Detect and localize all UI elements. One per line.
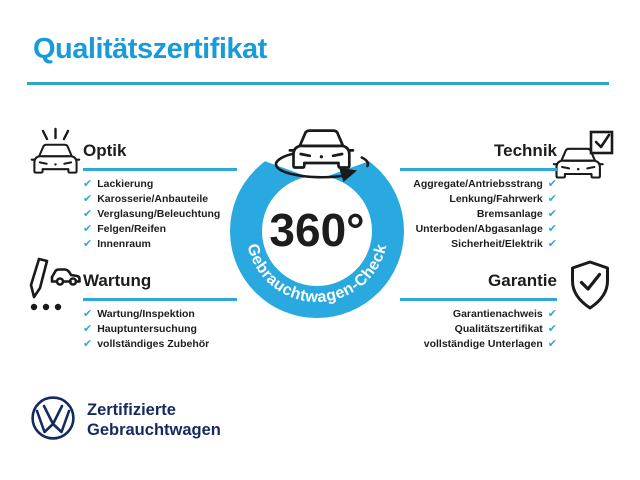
- 360-check-badge: [227, 122, 413, 326]
- checklist-item-label: Unterboden/Abgasanlage: [415, 223, 543, 235]
- check-icon: ✔: [83, 238, 93, 250]
- checklist-item: [83, 239, 237, 250]
- check-icon: ✔: [83, 178, 93, 190]
- checklist-item: [400, 224, 557, 235]
- checklist-item-label: Qualitätszertifikat: [454, 323, 543, 335]
- check-icon: ✔: [547, 338, 557, 350]
- checklist-item-label: Bremsanlage: [476, 208, 543, 220]
- check-icon: ✔: [547, 193, 557, 205]
- section-wartung: [83, 270, 237, 350]
- check-icon: ✔: [547, 238, 557, 250]
- checklist-item: [83, 209, 237, 220]
- checklist-item-label: Innenraum: [97, 238, 151, 250]
- car-checkbox-icon: [553, 129, 617, 185]
- check-icon: ✔: [547, 178, 557, 190]
- check-icon: ✔: [83, 323, 93, 335]
- section-optik: [83, 140, 237, 250]
- shield-check-icon: [567, 259, 613, 313]
- checklist-item: [83, 324, 237, 335]
- checklist-item-label: Wartung/Inspektion: [97, 308, 195, 320]
- check-icon: ✔: [547, 323, 557, 335]
- badge-ring-label: Gebrauchtwagen-Check: [243, 241, 391, 307]
- checklist-item-label: Verglasung/Beleuchtung: [97, 208, 221, 220]
- check-icon: ✔: [547, 208, 557, 220]
- checklist-item: [83, 339, 237, 350]
- check-icon: ✔: [83, 308, 93, 320]
- checklist-item-label: Karosserie/Anbauteile: [97, 193, 209, 205]
- section-garantie-title: Garantie: [400, 270, 557, 301]
- check-icon: ✔: [547, 308, 557, 320]
- checklist-item-label: Felgen/Reifen: [97, 223, 167, 235]
- checklist-item-label: vollständiges Zubehör: [97, 338, 210, 350]
- checklist-item-label: Aggregate/Antriebsstrang: [413, 178, 543, 190]
- vw-logo: [30, 395, 76, 441]
- checklist-item: [400, 309, 557, 320]
- brand-line-1: Zertifizierte: [87, 401, 176, 419]
- section-garantie: [400, 270, 557, 350]
- checklist-item: [400, 324, 557, 335]
- title-divider: [27, 82, 609, 85]
- checklist-item: [83, 179, 237, 190]
- page-title: Qualitätszertifikat: [33, 33, 267, 65]
- checklist-item: [400, 239, 557, 250]
- check-icon: ✔: [83, 338, 93, 350]
- section-wartung-title: Wartung: [83, 270, 237, 301]
- check-icon: ✔: [83, 223, 93, 235]
- brand-line-2: Gebrauchtwagen: [87, 421, 221, 439]
- checklist-item: [400, 194, 557, 205]
- checklist-item: [83, 309, 237, 320]
- section-optik-title: Optik: [83, 140, 237, 171]
- checklist-item-label: Garantienachweis: [452, 308, 543, 320]
- checklist-item-label: Sicherheit/Elektrik: [451, 238, 543, 250]
- section-technik: [400, 140, 557, 250]
- badge-value: 360°: [269, 204, 365, 256]
- checklist-item-label: Hauptuntersuchung: [97, 323, 197, 335]
- checklist-item: [400, 339, 557, 350]
- checklist-item: [400, 209, 557, 220]
- section-technik-title: Technik: [400, 140, 557, 171]
- checklist-item-label: vollständige Unterlagen: [423, 338, 543, 350]
- checklist-item: [400, 179, 557, 190]
- brand-text: [87, 400, 221, 440]
- service-checklist-icon: [26, 256, 84, 314]
- check-icon: ✔: [547, 223, 557, 235]
- check-icon: ✔: [83, 208, 93, 220]
- checklist-item-label: Lackierung: [97, 178, 154, 190]
- checklist-item-label: Lenkung/Fahrwerk: [449, 193, 543, 205]
- checklist-item: [83, 224, 237, 235]
- car-shine-icon: [28, 126, 82, 180]
- check-icon: ✔: [83, 193, 93, 205]
- checklist-item: [83, 194, 237, 205]
